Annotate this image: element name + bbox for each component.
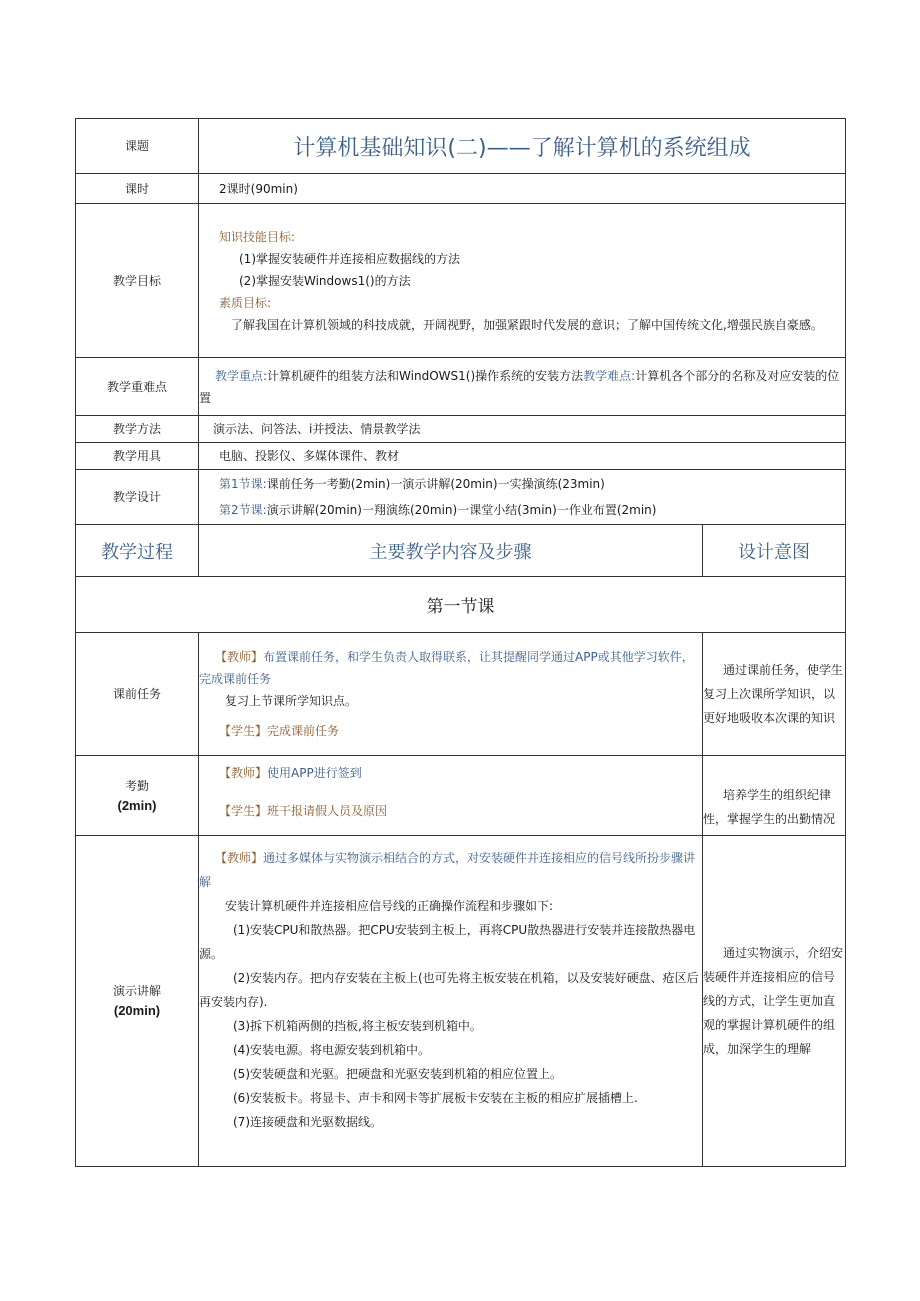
hours-label: 课时: [76, 174, 199, 204]
pre-task-teacher-tag: 【教师】: [215, 650, 264, 664]
key-heading: 教学重点:: [215, 368, 268, 383]
key-points-row: [76, 358, 846, 416]
key-points-label: 教学重难点: [76, 358, 199, 416]
pre-task-teacher-text: 布置课前任务，和学生负责人取得联系，让其提醒同学通过APP或其他学习软件，完成课前任务: [199, 650, 694, 686]
header-content: 主要教学内容及步骤: [199, 525, 703, 577]
pre-task-review: 复习上节课所学知识点。: [225, 694, 358, 708]
lesson-1-flow: 课前任务一考勤(2min)一演示讲解(20min)一实操演练(23min): [266, 477, 605, 491]
attendance-label: 考勤: [124, 778, 149, 793]
table-row-demo: [76, 836, 846, 1167]
method-row: [76, 416, 846, 443]
hours-row: [76, 174, 846, 204]
attendance-teacher-tag: 【教师】: [219, 766, 268, 780]
design-label: 教学设计: [76, 470, 199, 525]
design-content: [199, 470, 846, 525]
pre-task-student-text: 完成课前任务: [267, 724, 340, 738]
quality-goal-heading: 素质目标:: [219, 295, 272, 310]
topic-label: 课题: [76, 119, 199, 174]
demo-teacher-tag: 【教师】: [215, 851, 264, 865]
difficult-text: 计算机各个部分的名称及对应安装的位置: [199, 368, 840, 405]
lesson-1-heading: 第1节课:: [219, 477, 267, 491]
skill-goal-1: (1)掌握安装硬件并连接相应数据线的方法: [239, 251, 460, 266]
attendance-label-cell: [76, 756, 199, 836]
attendance-student-tag: 【学生】: [219, 804, 268, 818]
demo-step-1: (1)安装CPU和散热器。把CPU安装到主板上，再将CPU散热器进行安装并连接散热器电源。: [199, 923, 696, 961]
demo-label: 演示讲解: [112, 984, 161, 998]
pre-task-student-tag: 【学生】: [219, 724, 268, 738]
demo-time: (20min): [113, 1003, 161, 1018]
quality-goal-text: 了解我国在计算机领域的科技成就，开阔视野，加强紧跟时代发展的意识；了解中国传统文化,增强民族自豪感。: [231, 317, 823, 332]
demo-teacher-text: 通过多媒体与实物演示相结合的方式，对安装硬件并连接相应的信号线所扮步骤讲解: [199, 851, 696, 889]
header-intent: 设计意图: [703, 525, 846, 577]
pre-task-content: [199, 633, 703, 756]
lesson-2-flow: 演示讲解(20min)一翔演练(20min)一课堂小结(3min)一作业布置(2min): [266, 503, 657, 517]
demo-content: [199, 836, 703, 1167]
key-text: 计算机硬件的组装方法和WindOWS1()操作系统的安装方法: [267, 368, 584, 383]
demo-intro: 安装计算机硬件并连接相应信号线的正确操作流程和步骤如下:: [225, 899, 554, 913]
method-label: 教学方法: [76, 416, 199, 443]
demo-step-7: (7)连接硬盘和光驱数据线。: [233, 1115, 382, 1129]
attendance-content: [199, 756, 703, 836]
difficult-heading: 教学难点:: [583, 368, 636, 383]
demo-step-6: (6)安装板卡。将显卡、声卡和网卡等扩展板卡安装在主板的相应扩展插槽上.: [233, 1091, 638, 1105]
page-title: 计算机基础知识(二)——了解计算机的系统组成: [199, 119, 846, 174]
demo-step-4: (4)安装电源。将电源安装到机箱中。: [233, 1043, 430, 1057]
skill-goal-heading: 知识技能目标:: [219, 229, 296, 244]
method-value: 演示法、问答法、ⅰ并授法、情景教学法: [199, 416, 846, 443]
attendance-time: (2min): [117, 797, 157, 813]
goals-row: [76, 204, 846, 358]
tools-label: 教学用具: [76, 443, 199, 470]
lesson-2-heading: 第2节课:: [219, 503, 267, 517]
pre-task-label: 课前任务: [76, 633, 199, 756]
attendance-intent: 培养学生的组织纪律性，掌握学生的出勤情况: [703, 756, 846, 836]
lesson-plan-table: [75, 118, 846, 1167]
section-title: 第一节课: [76, 577, 846, 633]
table-header-row: [76, 525, 846, 577]
header-process: 教学过程: [76, 525, 199, 577]
design-row: [76, 470, 846, 525]
key-points-content: [199, 358, 846, 416]
demo-step-2: (2)安装内存。把内存安装在主板上(也可先将主板安装在机箱，以及安装好硬盘、疮区后再安装内存).: [199, 971, 699, 1009]
attendance-student-text: 班干报请假人员及原因: [267, 804, 388, 818]
pre-task-intent: 通过课前任务，使学生复习上次课所学知识，以更好地吸收本次课的知识: [703, 633, 846, 756]
hours-value: 2课时(90min): [199, 174, 846, 204]
demo-step-3: (3)拆下机箱两侧的挡板,将主板安装到机箱中。: [233, 1019, 482, 1033]
demo-label-cell: [76, 836, 199, 1167]
demo-intent: 通过实物演示，介绍安装硬件并连接相应的信号线的方式，让学生更加直观的掌握计算机硬件的组成，加深学生的理解: [703, 836, 846, 1167]
attendance-teacher-text: 使用APP进行签到: [267, 766, 362, 780]
table-row-attendance: [76, 756, 846, 836]
demo-step-5: (5)安装硬盘和光驱。把硬盘和光驱安装到机箱的相应位置上。: [233, 1067, 563, 1081]
tools-value: 电脑、投影仪、多媒体课件、教材: [199, 443, 846, 470]
section-row: [76, 577, 846, 633]
tools-row: [76, 443, 846, 470]
topic-row: [76, 119, 846, 174]
goals-label: 教学目标: [76, 204, 199, 358]
skill-goal-2: (2)掌握安装Windows1()的方法: [239, 273, 411, 288]
table-row-pre-task: [76, 633, 846, 756]
goals-content: [199, 204, 846, 358]
